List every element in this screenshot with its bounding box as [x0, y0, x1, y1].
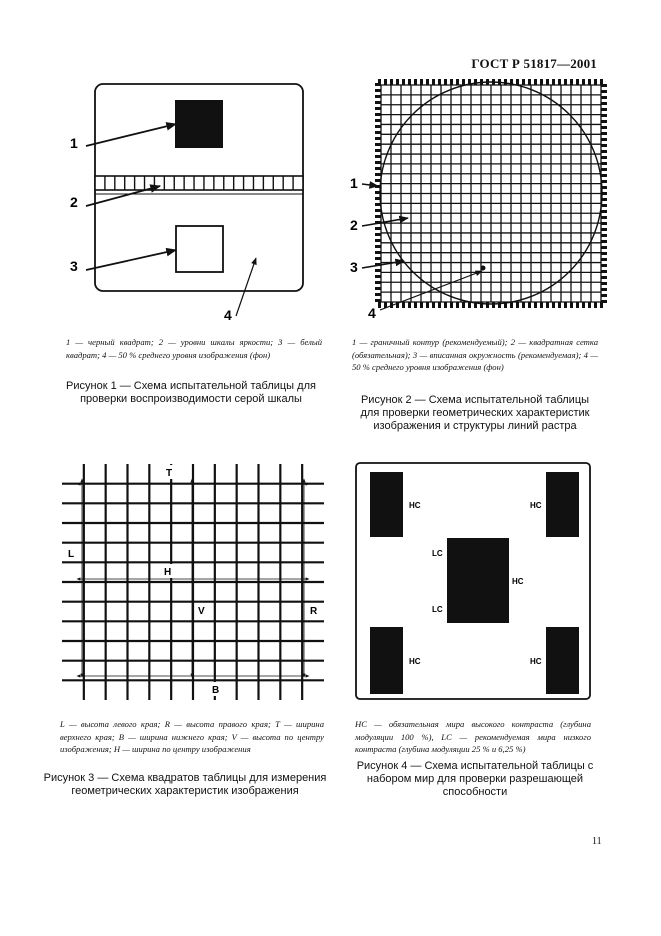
figure3-label-l: L: [68, 549, 75, 560]
figure4-label-hc-2: HC: [530, 501, 542, 510]
figure3-label-b: B: [212, 685, 220, 696]
figure1-diagram: [64, 78, 314, 323]
figure2-label-4: 4: [368, 305, 376, 321]
figure4-label-hc-1: HC: [409, 501, 421, 510]
figure3-label-r: R: [310, 606, 318, 617]
figure4-label-lc-2: LC: [432, 605, 443, 614]
hc-pattern-bottom-left: [370, 627, 403, 694]
figure1-label-2: 2: [70, 194, 78, 210]
figure4-caption: Рисунок 4 — Схема испытательной таблицы с набором мир для проверки разрешающей способности: [356, 760, 594, 798]
hc-pattern-bottom-right: [546, 627, 579, 694]
figure3-legend: L — высота левого края; R — высота правого края; T — ширина верхнего края; B — ширина нижнего края; V — высота по центру изображения; H — ширина по центру изображения: [60, 719, 324, 754]
figure1-label-1: 1: [70, 135, 78, 151]
hc-pattern-top-right: [546, 472, 579, 537]
figure1-label-3: 3: [70, 258, 78, 274]
measurement-grid: [62, 464, 324, 700]
figure2-caption: Рисунок 2 — Схема испытательной таблицы для проверки геометрических характеристик изображения и структуры линий растра: [360, 394, 590, 432]
grayscale-strip: [95, 176, 303, 190]
figure4-label-lc-1: LC: [432, 549, 443, 558]
figure2-label-3: 3: [350, 259, 358, 275]
figure3-label-v: V: [198, 606, 205, 617]
lc-hc-pattern-center: [447, 538, 509, 623]
figure1-legend: 1 — черный квадрат; 2 — уровни шкалы яркости; 3 — белый квадрат; 4 — 50 % среднего уровня изображения (фон): [66, 337, 322, 360]
figure4-label-hc-5: HC: [530, 657, 542, 666]
figure2-label-1: 1: [350, 175, 358, 191]
figure2-diagram: [340, 78, 610, 328]
figure3-label-h: H: [164, 567, 172, 578]
white-square: [176, 226, 223, 272]
page-number: 11: [592, 836, 602, 847]
figure4-legend: HC — обязательная мира высокого контраста (глубина модуляции 100 %), LC — рекомендуемая мира низкого контраста (глубина модуляции 25 % и 6,25 %): [355, 719, 591, 754]
figure1-caption: Рисунок 1 — Схема испытательной таблицы для проверки воспроизводимости серой шкалы: [66, 380, 316, 405]
figure2-legend: 1 — граничный контур (рекомендуемый); 2 — квадратная сетка (обязательная); 3 — вписанная окружность (рекомендуемая); 4 — 50 % среднего уровня изображения (фон): [352, 337, 598, 372]
document-header: ГОСТ Р 51817—2001: [471, 56, 597, 71]
figure1-label-4: 4: [224, 307, 232, 323]
figure3-label-t: T: [166, 468, 173, 479]
figure4-label-hc-3: HC: [512, 577, 524, 586]
figure3-diagram: [60, 462, 330, 707]
figure4-label-hc-4: HC: [409, 657, 421, 666]
figure3-caption: Рисунок 3 — Схема квадратов таблицы для измерения геометрических характеристик изображения: [43, 772, 327, 797]
figure2-label-2: 2: [350, 217, 358, 233]
black-square: [175, 100, 223, 148]
figure4-diagram: [355, 462, 595, 702]
hc-pattern-top-left: [370, 472, 403, 537]
square-grid: [381, 85, 601, 302]
